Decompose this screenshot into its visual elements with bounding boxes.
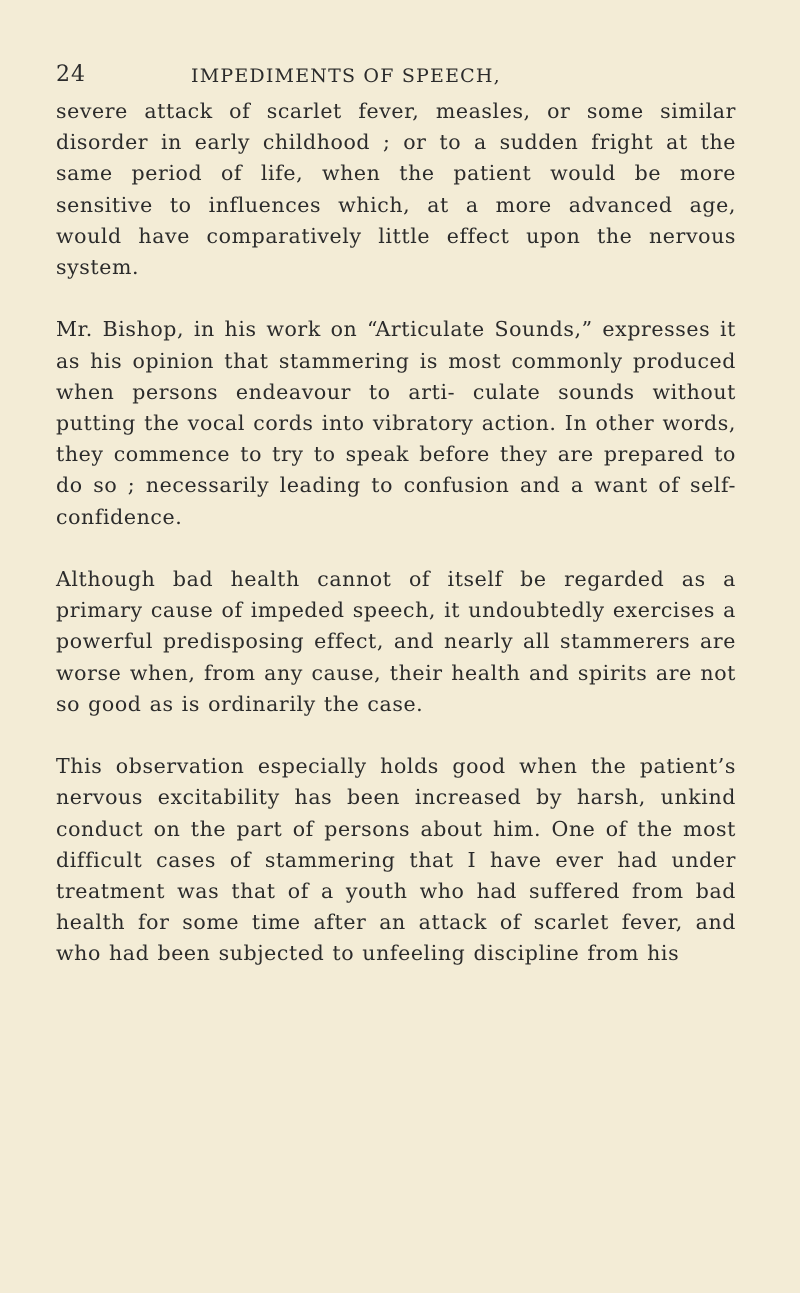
paragraph-1: severe attack of scarlet fever, measles, or some similar disorder in early childhood ; or to a sudden fright at the same period of life, when the patient would be more sensitive to influences which, at a more advanced age, would have comparatively little effect upon the nervous system. [56,99,736,280]
running-title: IMPEDIMENTS OF SPEECH, [191,65,501,87]
running-head [56,60,728,92]
body-text [56,96,736,1001]
page-number: 24 [56,62,86,87]
paragraph-4: This observation especially holds good when the patient’s nervous excitability has been increased by harsh, unkind conduct on the part of persons about him. One of the most difficult cases of stammering that I have ever had under treatment was that of a youth who had suffered from bad health for some time after an attack of scarlet fever, and who had been subjected to unfeeling discipline from his [56,754,736,966]
paragraph-3: Although bad health cannot of itself be regarded as a primary cause of impeded speech, it undoubtedly exercises a powerful predisposing effect, and nearly all stammerers are worse when, from any cause, their health and spirits are not so good as is ordinarily the case. [56,567,736,716]
paragraph-2: Mr. Bishop, in his work on “Articulate Sounds,” expresses it as his opinion that stammering is most commonly produced when persons endeavour to arti- culate sounds without putting the vocal cords into vibratory action. In other words, they commence to try to speak before they are prepared to do so ; necessarily leading to confusion and a want of self-confidence. [56,317,736,529]
